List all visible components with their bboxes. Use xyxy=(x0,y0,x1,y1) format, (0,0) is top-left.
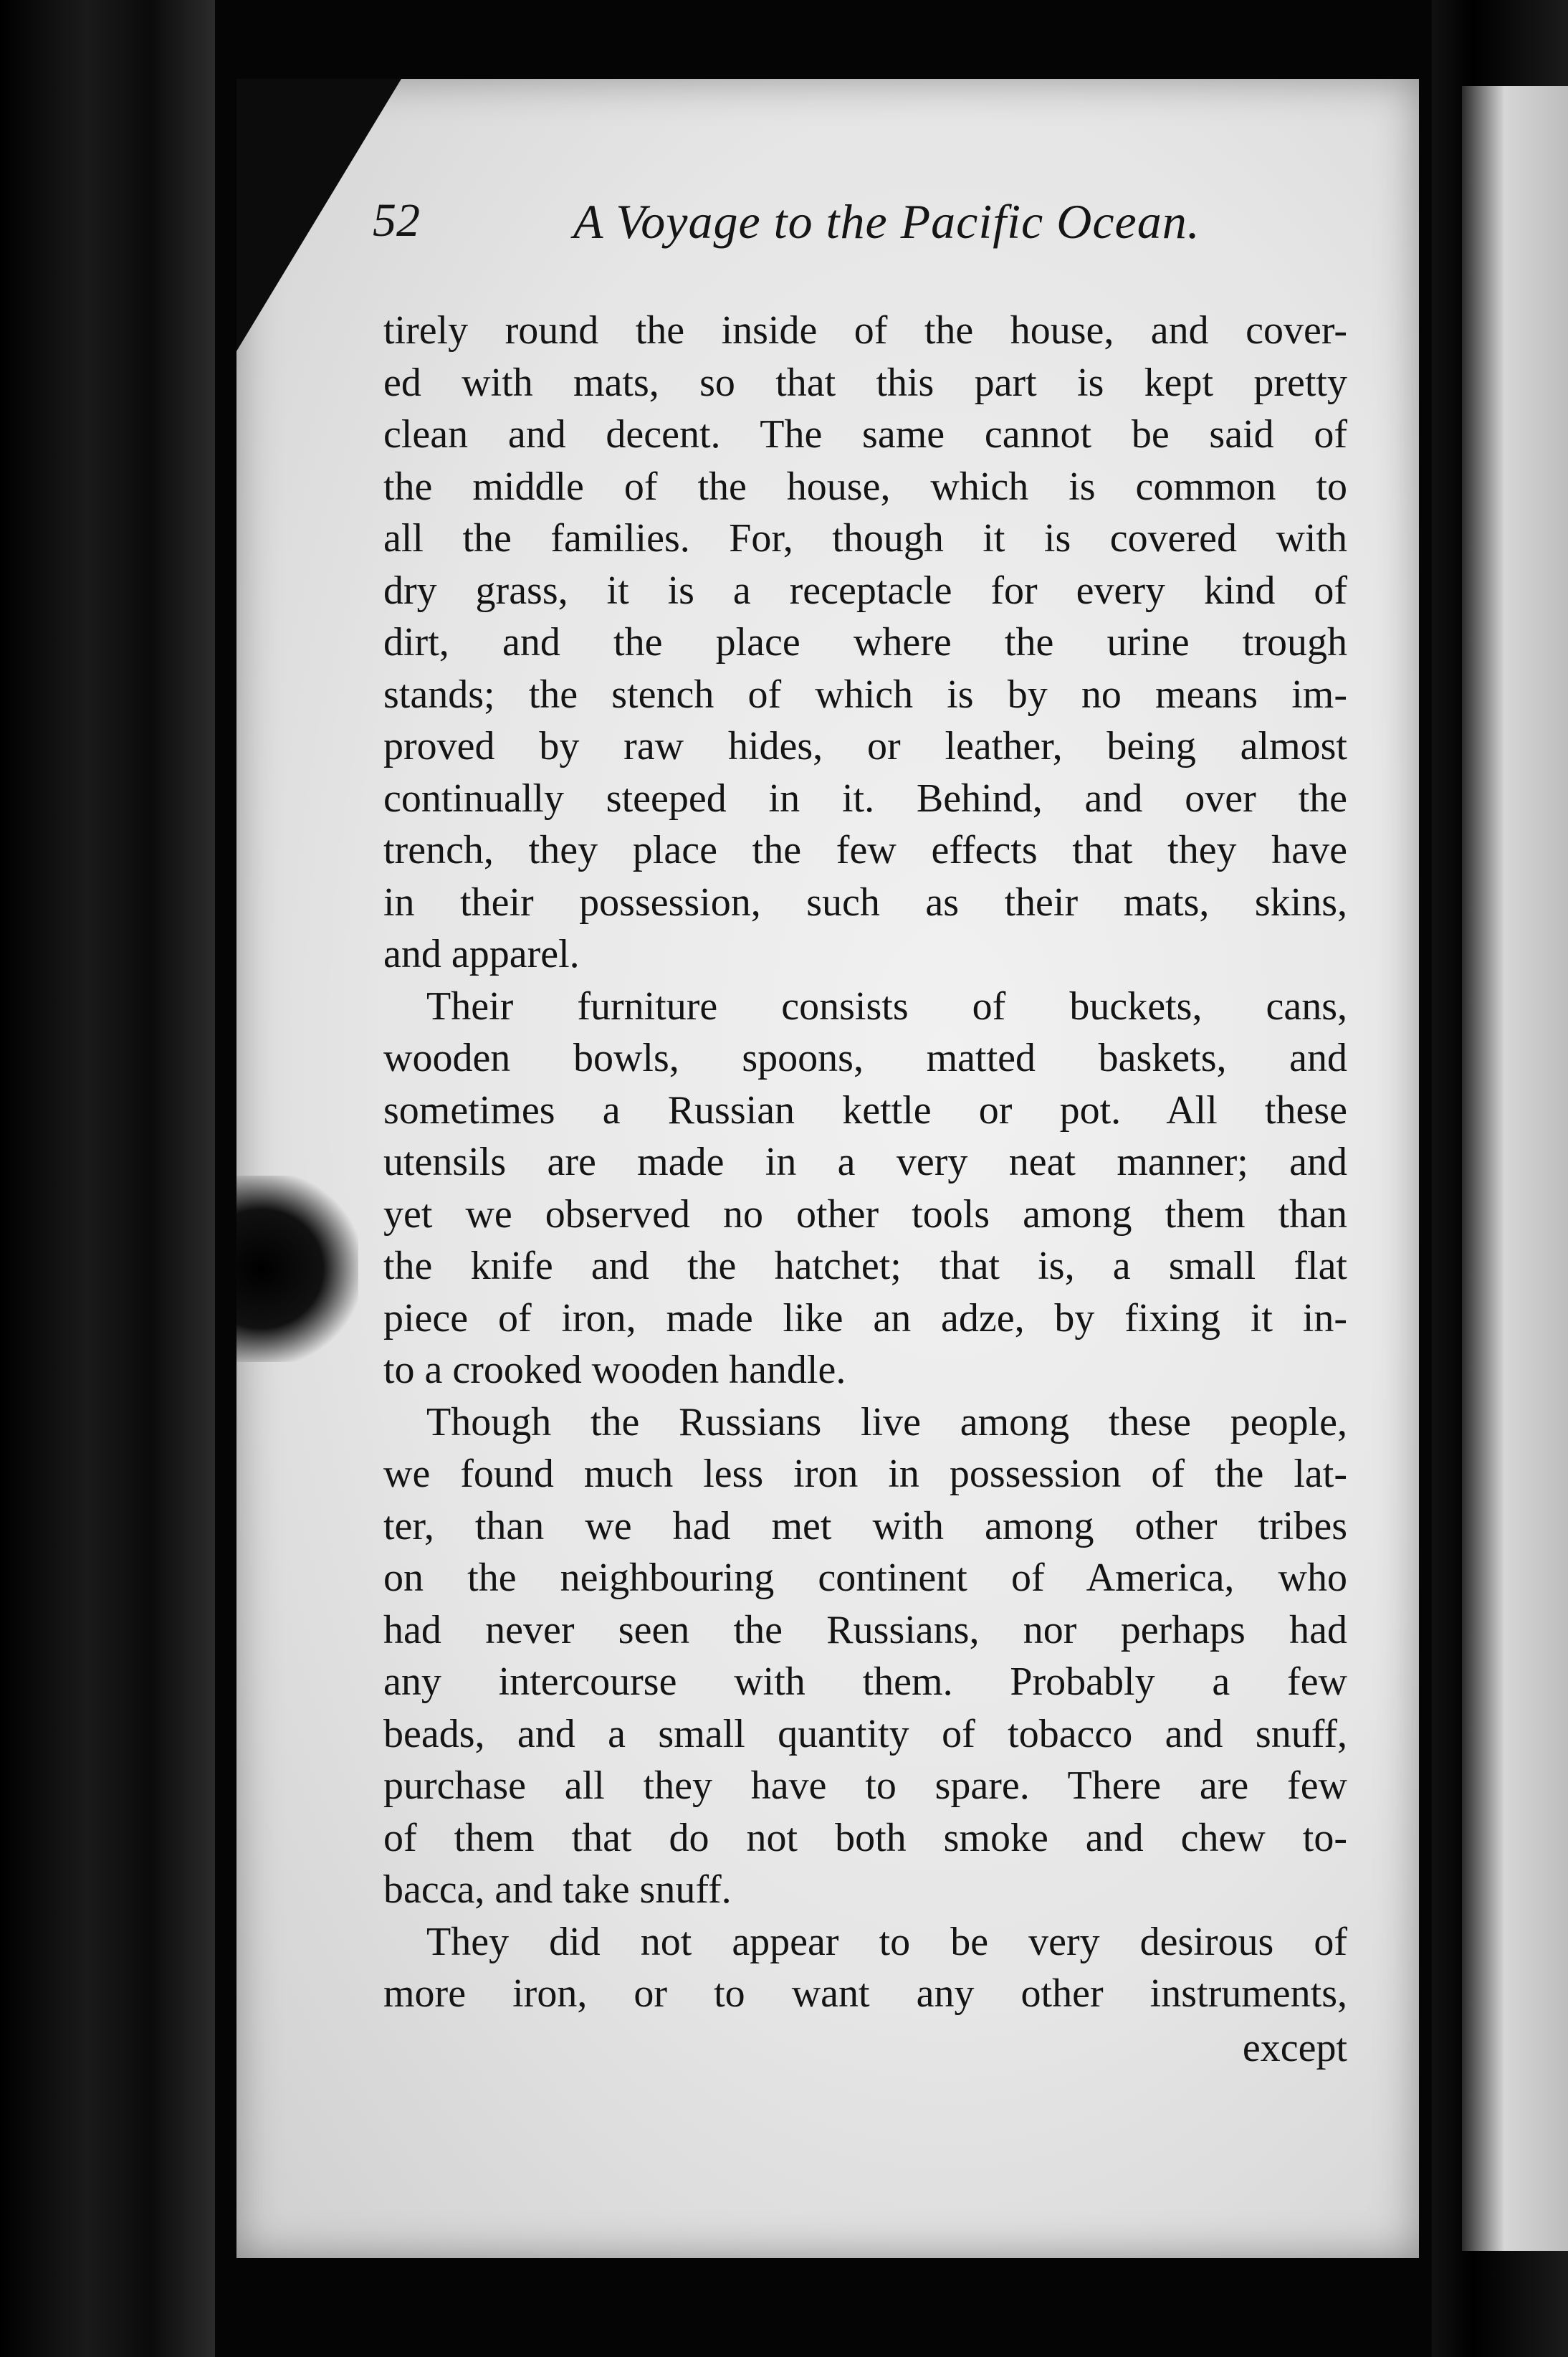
text-line: any intercourse with them. Probably a few xyxy=(383,1660,1347,1704)
text-line: beads, and a small quantity of tobacco and snuff, xyxy=(383,1711,1347,1756)
text-line: wooden bowls, spoons, matted baskets, and xyxy=(383,1036,1347,1080)
ink-stain xyxy=(236,1176,358,1362)
text-line: utensils are made in a very neat manner; and xyxy=(383,1140,1347,1184)
text-line: purchase all they have to spare. There are few xyxy=(383,1763,1347,1808)
text-line: bacca, and take snuff. xyxy=(383,1867,732,1912)
facing-page-edge xyxy=(1462,86,1568,2251)
text-line: in their possession, such as their mats, skins, xyxy=(383,880,1347,925)
page-number: 52 xyxy=(373,194,420,247)
page-header xyxy=(373,194,1390,272)
text-line: Their furniture consists of buckets, cans, xyxy=(426,984,1347,1029)
text-line: Though the Russians live among these people, xyxy=(426,1399,1347,1444)
text-line: trench, they place the few effects that they have xyxy=(383,828,1347,872)
text-line: of them that do not both smoke and chew to- xyxy=(383,1815,1347,1860)
text-line: stands; the stench of which is by no means im- xyxy=(383,672,1347,717)
text-line: had never seen the Russians, nor perhaps had xyxy=(383,1607,1347,1652)
text-line: dry grass, it is a receptacle for every kind of xyxy=(383,568,1347,613)
body-text xyxy=(383,305,1347,2020)
text-line: on the neighbouring continent of America, who xyxy=(383,1556,1347,1600)
text-line: we found much less iron in possession of the lat- xyxy=(383,1452,1347,1496)
text-line: and apparel. xyxy=(383,932,580,976)
book-binding-shadow xyxy=(0,0,215,2357)
text-line: piece of iron, made like an adze, by fixing it in- xyxy=(383,1295,1347,1341)
text-line: They did not appear to be very desirous of xyxy=(426,1919,1347,1964)
text-line: ter, than we had met with among other tribes xyxy=(383,1503,1347,1548)
catchword: except xyxy=(1242,2026,1347,2070)
text-line: the knife and the hatchet; that is, a small flat xyxy=(383,1244,1347,1288)
text-line: continually steeped in it. Behind, and over the xyxy=(383,776,1347,821)
text-line: more iron, or to want any other instruments, xyxy=(383,1971,1347,2016)
text-line: ed with mats, so that this part is kept pretty xyxy=(383,360,1347,405)
running-title: A Voyage to the Pacific Ocean. xyxy=(573,194,1200,249)
text-line: dirt, and the place where the urine trough xyxy=(383,620,1347,665)
text-line: sometimes a Russian kettle or pot. All these xyxy=(383,1087,1347,1133)
text-line: yet we observed no other tools among them than xyxy=(383,1191,1347,1237)
text-line: the middle of the house, which is common to xyxy=(383,464,1347,509)
text-line: proved by raw hides, or leather, being almost xyxy=(383,724,1347,768)
text-line: clean and decent. The same cannot be said of xyxy=(383,412,1347,457)
text-line: to a crooked wooden handle. xyxy=(383,1348,846,1392)
text-line: tirely round the inside of the house, and cover- xyxy=(383,308,1347,353)
text-line: all the families. For, though it is covered with xyxy=(383,516,1347,561)
